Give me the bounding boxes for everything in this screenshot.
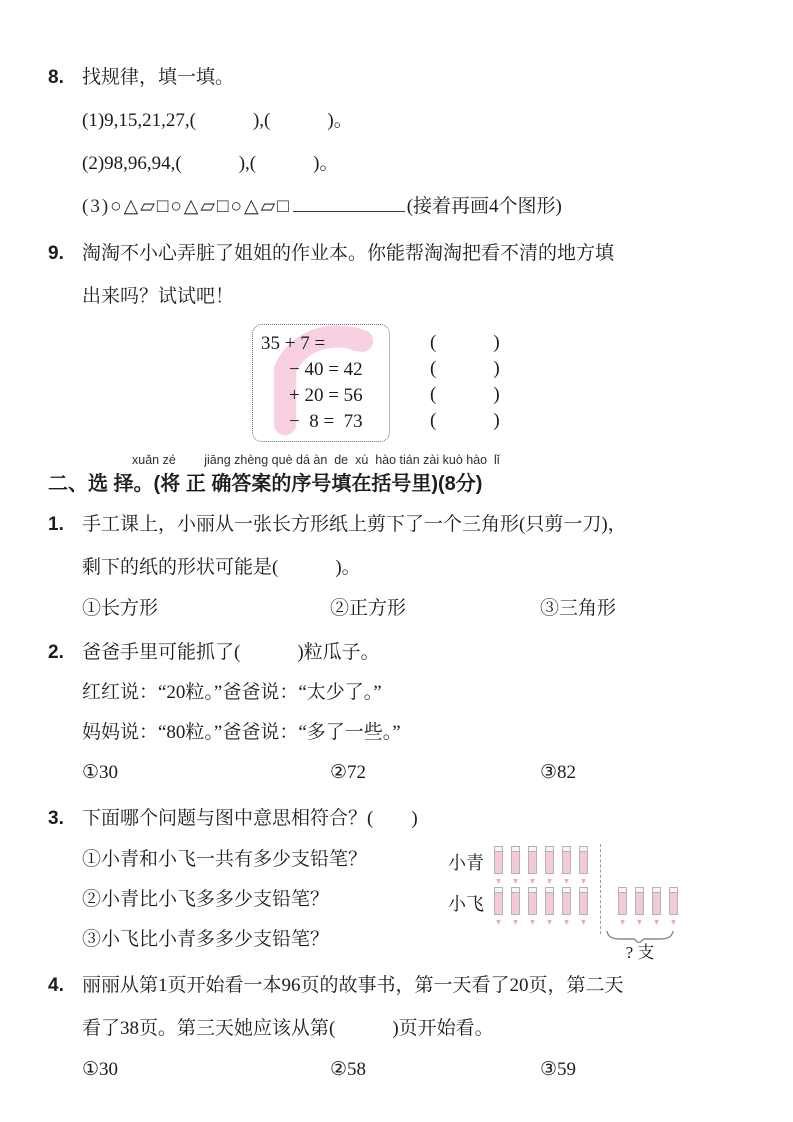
xiaofei-pencils-left <box>494 887 596 925</box>
question-1-text-line-2: 剩下的纸的形状可能是( )。 <box>82 557 361 578</box>
equation-figure <box>252 324 757 442</box>
question-2-number: 2. <box>48 642 64 663</box>
answer-paren-3: ( ) <box>430 384 500 405</box>
pencil-icon <box>528 846 537 884</box>
question-4-option-1: ①30 <box>82 1059 119 1080</box>
question-8-item-2: (2)98,96,94,( ),( )。 <box>82 153 339 174</box>
question-2-text-line-1: 爸爸手里可能抓了( )粒瓜子。 <box>82 642 380 663</box>
equation-line-4: − 8 = 73 <box>289 411 363 432</box>
equation-line-2: − 40 = 42 <box>289 359 363 380</box>
answer-blank-line <box>293 191 405 212</box>
question-1-number: 1. <box>48 514 64 535</box>
pencil-row-xiaofei <box>448 887 708 928</box>
question-4-option-3: ③59 <box>540 1059 577 1080</box>
pencil-icon <box>511 887 520 925</box>
pencil-icon <box>562 846 571 884</box>
question-3-text-line-1: 下面哪个问题与图中意思相符合？( ) <box>82 808 418 829</box>
question-3-number: 3. <box>48 808 64 829</box>
xiaoqing-pencils <box>494 846 596 884</box>
label-xiaoqing: 小青 <box>448 853 484 873</box>
question-3-option-1: ①小青和小飞一共有多少支铅笔？ <box>82 849 368 870</box>
xiaofei-pencils-right <box>618 887 686 925</box>
question-8 <box>48 56 757 228</box>
question-1-options <box>48 589 757 629</box>
pencil-icon <box>494 887 503 925</box>
question-8-item-1: (1)9,15,21,27,( ),( )。 <box>82 110 353 131</box>
pencil-icon <box>545 846 554 884</box>
section-2-pinyin: xuǎn zé jiāng zhèng què dá àn de xù hào tián zài kuò hào lǐ <box>132 453 500 467</box>
pencil-icon <box>562 887 571 925</box>
question-1 <box>48 503 757 629</box>
pencil-icon <box>579 887 588 925</box>
question-9-number: 9. <box>48 243 64 264</box>
question-9-text-line-1: 淘淘不小心弄脏了姐姐的作业本。你能帮淘淘把看不清的地方填 <box>82 243 615 264</box>
question-4-text-line-1: 丽丽从第1页开始看一本96页的故事书，第一天看了20页，第二天 <box>82 975 624 996</box>
answer-parentheses-column <box>430 324 500 442</box>
question-2-option-1: ①30 <box>82 762 119 783</box>
pencil-icon <box>579 846 588 884</box>
question-8-item-3 <box>48 185 757 228</box>
answer-paren-1: ( ) <box>430 332 500 353</box>
pencil-icon <box>669 887 678 925</box>
question-2 <box>48 633 757 793</box>
question-2-dialogue-2: 妈妈说：“80粒。”爸爸说：“多了一些。” <box>82 722 401 743</box>
pencil-row-xiaoqing <box>448 846 708 887</box>
question-1-option-1: ①长方形 <box>82 598 159 619</box>
shape-sequence: (3)○△▱□○△▱□○△▱□ <box>82 196 291 217</box>
question-2-dialogue-1: 红红说：“20粒。”爸爸说：“太少了。” <box>82 682 382 703</box>
question-9-text-line-2: 出来吗？试试吧！ <box>82 286 235 307</box>
pencil-icon <box>528 887 537 925</box>
question-4-options <box>48 1050 757 1090</box>
question-1-option-2: ②正方形 <box>330 598 407 619</box>
question-9 <box>48 232 757 442</box>
question-8-item-3-note: (接着再画4个图形) <box>406 196 562 217</box>
section-2-title: 二、选 择。(将 正 确答案的序号填在括号里)(8分) <box>48 473 483 495</box>
label-xiaofei: 小飞 <box>448 894 484 914</box>
pencil-icon <box>635 887 644 925</box>
pencil-icon <box>494 846 503 884</box>
answer-paren-4: ( ) <box>430 410 500 431</box>
equation-line-1: 35 + 7 = <box>261 333 326 354</box>
pencil-icon <box>652 887 661 925</box>
equation-line-3: + 20 = 56 <box>289 385 363 406</box>
question-8-title: 找规律，填一填。 <box>82 67 235 88</box>
question-2-option-3: ③82 <box>540 762 577 783</box>
pencil-icon <box>618 887 627 925</box>
question-3-option-2: ②小青比小飞多多少支铅笔？ <box>82 889 330 910</box>
question-1-option-3: ③三角形 <box>540 598 617 619</box>
question-1-text-line-1: 手工课上，小丽从一张长方形纸上剪下了一个三角形(只剪一刀)， <box>82 514 627 535</box>
question-3 <box>48 797 757 960</box>
dashed-divider-line <box>600 844 601 934</box>
question-3-options <box>48 840 448 960</box>
question-2-option-2: ②72 <box>330 762 367 783</box>
question-4 <box>48 964 757 1090</box>
question-8-number: 8. <box>48 67 64 88</box>
pencil-icon <box>511 846 520 884</box>
question-3-option-3: ③小飞比小青多多少支铅笔？ <box>82 929 330 950</box>
question-4-number: 4. <box>48 975 64 996</box>
question-2-options <box>48 753 757 793</box>
question-4-option-2: ②58 <box>330 1059 367 1080</box>
equation-box <box>252 324 390 442</box>
question-mark-count-label: ? 支 <box>625 943 655 962</box>
pencil-figure <box>448 846 708 962</box>
pencil-icon <box>545 887 554 925</box>
question-4-text-line-2: 看了38页。第三天她应该从第( )页开始看。 <box>82 1018 494 1039</box>
answer-paren-2: ( ) <box>430 358 500 379</box>
